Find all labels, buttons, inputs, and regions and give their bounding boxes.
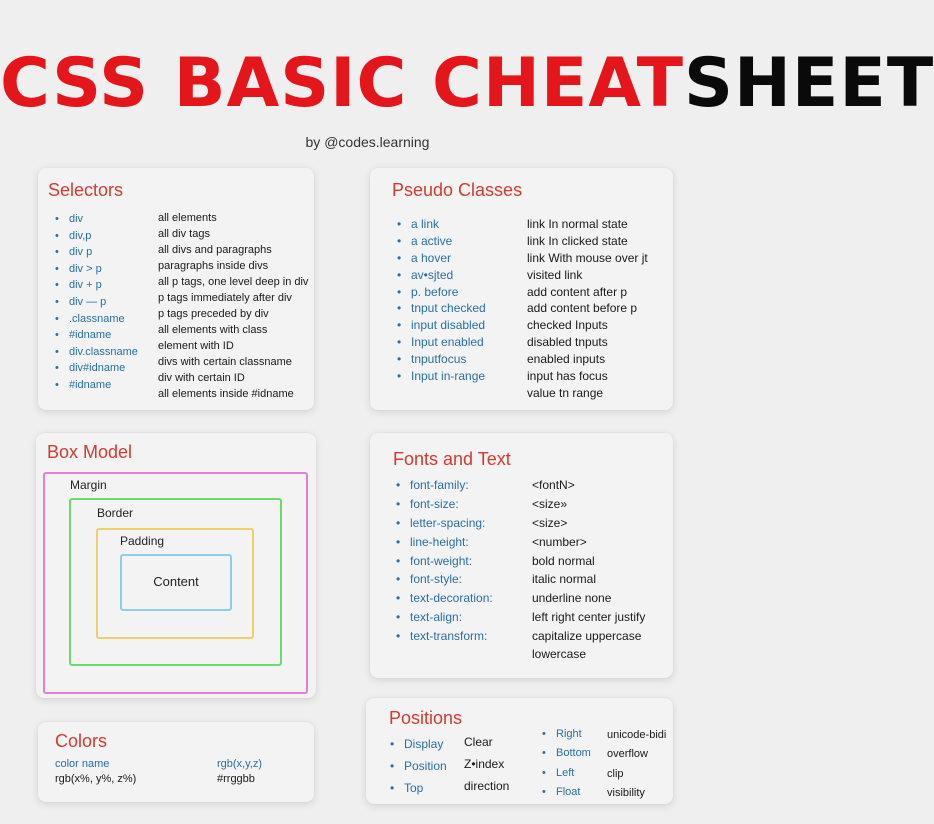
list-item: • p. before [397, 284, 486, 301]
rgb-percent-value: rgb(x%, y%, z%) [55, 773, 137, 785]
pseudo-title: Pseudo Classes [392, 180, 523, 200]
title-sheet: SHEET [684, 44, 934, 123]
content-label: Content [153, 574, 199, 589]
box-model-title: Box Model [47, 442, 133, 462]
padding-label: Padding [120, 534, 165, 548]
desc-item: <number> [532, 534, 587, 549]
desc-item: capitalize uppercase [532, 629, 642, 644]
desc-item: link With mouse over jt [527, 250, 648, 265]
desc-item: divs with certain classname [158, 356, 292, 368]
desc-item: link In clicked state [527, 233, 628, 248]
list-item: • div.classname [55, 344, 138, 361]
list-item: • div — p [55, 294, 138, 311]
desc-item: Z•index [464, 757, 505, 771]
desc-item: checked Inputs [527, 318, 608, 333]
desc-item: unicode-bidi [607, 729, 667, 741]
list-item: • av•sjted [397, 267, 486, 284]
colors-title: Colors [55, 731, 108, 751]
list-item: • a active [397, 233, 486, 250]
list-item: • font-family: [396, 476, 493, 495]
desc-item: visited link [527, 267, 583, 282]
title-css: CSS BASIC [0, 44, 433, 123]
list-item: • div + p [55, 277, 138, 294]
colors-card [38, 722, 314, 802]
desc-item: all div tags [158, 228, 210, 240]
desc-item: direction [464, 779, 510, 793]
list-item: • #idname [55, 377, 138, 394]
desc-item: paragraphs inside divs [158, 260, 269, 272]
positions-card [366, 698, 673, 804]
desc-item: all elements [158, 212, 217, 224]
list-item: • font-style: [396, 570, 493, 589]
list-item: • text-align: [396, 608, 493, 627]
fonts-list [396, 476, 493, 646]
list-item: • div p [55, 244, 138, 261]
desc-item: enabled inputs [527, 352, 606, 367]
fonts-title: Fonts and Text [393, 449, 511, 469]
desc-item: left right center justify [532, 610, 646, 625]
positions-col3 [542, 725, 591, 802]
pseudo-descs [527, 216, 648, 402]
list-item: • .classname [55, 311, 138, 328]
list-item: • input disabled [397, 317, 486, 334]
desc-item: value tn range [527, 385, 604, 400]
desc-item: <size> [532, 515, 568, 530]
fonts-text-card [370, 433, 673, 678]
desc-item: <fontN> [532, 478, 575, 492]
desc-item: add content before p [527, 301, 638, 316]
positions-title: Positions [389, 708, 463, 728]
desc-item: visibility [607, 786, 645, 799]
list-item: • #idname [55, 327, 138, 344]
list-item: • Right [542, 725, 591, 744]
fonts-descs [532, 476, 645, 664]
list-item: • Display [390, 733, 447, 755]
positions-col2 [464, 731, 509, 797]
list-item: • text-transform: [396, 627, 493, 646]
list-item: • Bottom [542, 744, 591, 763]
list-item: • Input in-range [397, 368, 486, 385]
list-item: • div > p [55, 261, 138, 278]
list-item: • line-height: [396, 533, 493, 552]
positions-col4 [607, 726, 666, 803]
desc-item: overflow [607, 748, 648, 761]
list-item: • tnput checked [397, 300, 486, 317]
desc-item: <size» [532, 496, 568, 511]
desc-item: p tags preceded by div [158, 308, 269, 320]
pseudo-list [397, 216, 486, 385]
list-item: • text-decoration: [396, 589, 493, 608]
positions-col1 [390, 733, 447, 799]
border-label: Border [97, 506, 134, 520]
desc-item: p tags immediately after div [158, 292, 292, 304]
margin-label: Margin [70, 478, 107, 492]
desc-item: Clear [464, 735, 493, 749]
list-item: • Top [390, 777, 447, 799]
list-item: • Input enabled [397, 334, 486, 351]
desc-item: all elements inside #idname [158, 388, 294, 400]
desc-item: all p tags, one level deep in div [158, 276, 309, 288]
list-item: • Position [390, 755, 447, 777]
color-name-label: color name [55, 758, 110, 770]
pseudo-classes-card [370, 168, 673, 410]
desc-item: input has focus [527, 369, 608, 384]
byline: by @codes.learning [305, 134, 430, 150]
list-item: • letter-spacing: [396, 514, 493, 533]
desc-item: clip [607, 767, 624, 780]
desc-item: div with certain ID [158, 372, 245, 384]
desc-item: lowercase [532, 647, 587, 662]
desc-item: disabled tnputs [527, 335, 608, 350]
list-item: • div [55, 211, 138, 228]
desc-item: all divs and paragraphs [158, 244, 272, 256]
box-model-card [36, 433, 316, 698]
selectors-title: Selectors [48, 180, 124, 200]
selectors-card [38, 168, 314, 410]
desc-item: italic normal [532, 572, 597, 587]
list-item: • font-size: [396, 495, 493, 514]
list-item: • font-weight: [396, 552, 493, 571]
selectors-list [55, 211, 138, 394]
list-item: • Left [542, 764, 591, 783]
list-item: • div,p [55, 228, 138, 245]
desc-item: add content after p [527, 284, 628, 299]
list-item: • a link [397, 216, 486, 233]
rgb-label: rgb(x,y,z) [217, 758, 263, 770]
list-item: • Float [542, 783, 591, 802]
page-title [0, 44, 934, 124]
desc-item: bold normal [532, 553, 595, 568]
desc-item: underline none [532, 591, 612, 606]
list-item: • a hover [397, 250, 486, 267]
hex-value: #rrggbb [217, 773, 255, 785]
desc-item: link In normal state [527, 217, 628, 231]
list-item: • div#idname [55, 360, 138, 377]
list-item: • tnputfocus [397, 351, 486, 368]
selectors-descs [158, 210, 308, 402]
title-cheat: CHEAT [432, 44, 685, 123]
desc-item: all elements with class [158, 324, 268, 336]
desc-item: element with ID [158, 340, 234, 352]
